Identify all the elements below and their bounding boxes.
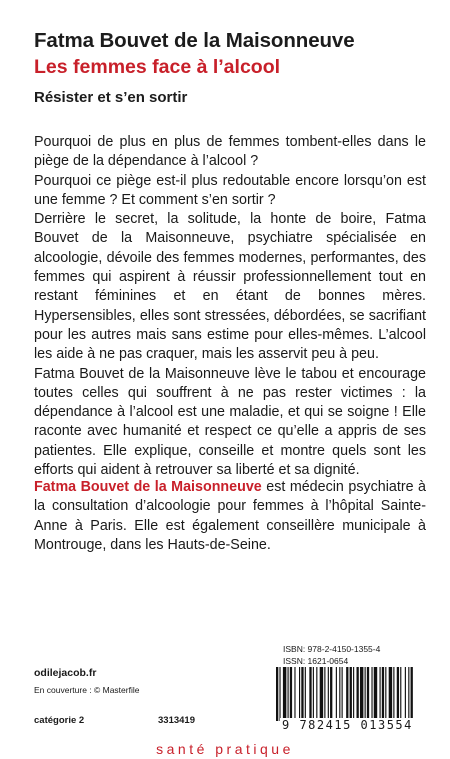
blurb-paragraph: Pourquoi ce piège est-il plus redoutable encore lorsqu’on est une femme ? Et comment s’en sortir ?: [34, 172, 426, 208]
barcode-bar: [374, 667, 377, 721]
collection-name: santé pratique: [156, 741, 294, 757]
barcode-bar: [408, 667, 409, 721]
barcode-bar: [276, 667, 278, 721]
author-name: Fatma Bouvet de la Maisonneuve: [34, 29, 355, 52]
item-code: 3313419: [158, 715, 195, 726]
barcode-digits: 9 782415 013554: [282, 718, 413, 732]
barcode-bar: [385, 667, 386, 721]
barcode-bar: [305, 667, 306, 721]
cover-header: [34, 29, 434, 107]
barcode-bar: [330, 667, 332, 721]
bio-text: est médecin psychiatre à la consultation d’alcoologie pour femmes à l’hôpital Sainte-Anne à Paris. Elle est également conseillère municipale à Montrouge, dans les Hauts-de-Seine.: [34, 479, 426, 553]
blurb-paragraph: Pourquoi de plus en plus de femmes tombent-elles dans le piège de la dépendance à l’alcool ?: [34, 134, 426, 170]
barcode-bar: [336, 667, 337, 721]
barcode: [270, 667, 435, 725]
barcode-bar: [294, 667, 295, 721]
barcode-bar: [393, 667, 394, 721]
barcode-bar: [324, 667, 325, 721]
barcode-bar: [357, 667, 359, 721]
barcode-bar: [411, 667, 413, 721]
barcode-bar: [350, 667, 352, 721]
barcode-bar: [346, 667, 348, 721]
book-subtitle: Résister et s’en sortir: [34, 89, 188, 106]
barcode-bar: [339, 667, 340, 721]
barcode-bar: [301, 667, 303, 721]
blurb-paragraph: Derrière le secret, la solitude, la honte de boire, Fatma Bouvet de la Maisonneuve, psychiatre spécialisée en alcoologie, dévoile des femmes modernes, performantes, des femmes qui aspirent à réussir professionnellement tout en restant féminines et en étant de bonnes mères. Hypersensibles, elles sont stressées, débordées, se sacrifiant pour les autres mais sans estime pour elles-mêmes. L’alcool les aide à ne pas craquer, mais les asservit peu à peu.: [34, 211, 426, 363]
publisher-website: odilejacob.fr: [34, 667, 97, 679]
barcode-bar: [299, 667, 300, 721]
barcode-bar: [320, 667, 323, 721]
barcode-bar: [367, 667, 369, 721]
barcode-bar: [288, 667, 289, 721]
barcode-bar: [328, 667, 329, 721]
barcode-bar: [365, 667, 366, 721]
barcode-bar: [400, 667, 401, 721]
author-bio: [34, 478, 426, 555]
cover-credit: En couverture : © Masterfile: [34, 685, 140, 695]
book-title: Les femmes face à l’alcool: [34, 56, 281, 78]
bio-author-name: Fatma Bouvet de la Maisonneuve: [34, 479, 262, 495]
isbn-label: ISBN: 978-2-4150-1355-4: [283, 644, 381, 654]
blurb-paragraph: Fatma Bouvet de la Maisonneuve lève le tabou et encourage toutes celles qui souffrent à ne pas rester victimes : la dépendance à l’alcool est une maladie, et qui se soigne ! Elle raconte avec humanité et respect ce qu’elle a appris de ses patientes. Elle explique, conseille et montre quels sont les efforts qui aident à retrouver sa liberté et sa dignité.: [34, 365, 426, 479]
barcode-bar: [342, 667, 343, 721]
back-cover-blurb: [34, 133, 426, 480]
barcode-bar: [397, 667, 399, 721]
barcode-bars: [270, 667, 435, 725]
barcode-bar: [290, 667, 292, 721]
barcode-bar: [283, 667, 286, 721]
issn-label: ISSN: 1621-0654: [283, 656, 349, 666]
barcode-bar: [313, 667, 314, 721]
barcode-bar: [382, 667, 384, 721]
category-label: catégorie 2: [34, 715, 85, 726]
barcode-bar: [353, 667, 354, 721]
barcode-bar: [309, 667, 311, 721]
barcode-bar: [389, 667, 392, 721]
barcode-bar: [380, 667, 381, 721]
barcode-bar: [360, 667, 363, 721]
barcode-bar: [279, 667, 280, 721]
barcode-bar: [405, 667, 406, 721]
barcode-bar: [316, 667, 317, 721]
barcode-bar: [371, 667, 372, 721]
